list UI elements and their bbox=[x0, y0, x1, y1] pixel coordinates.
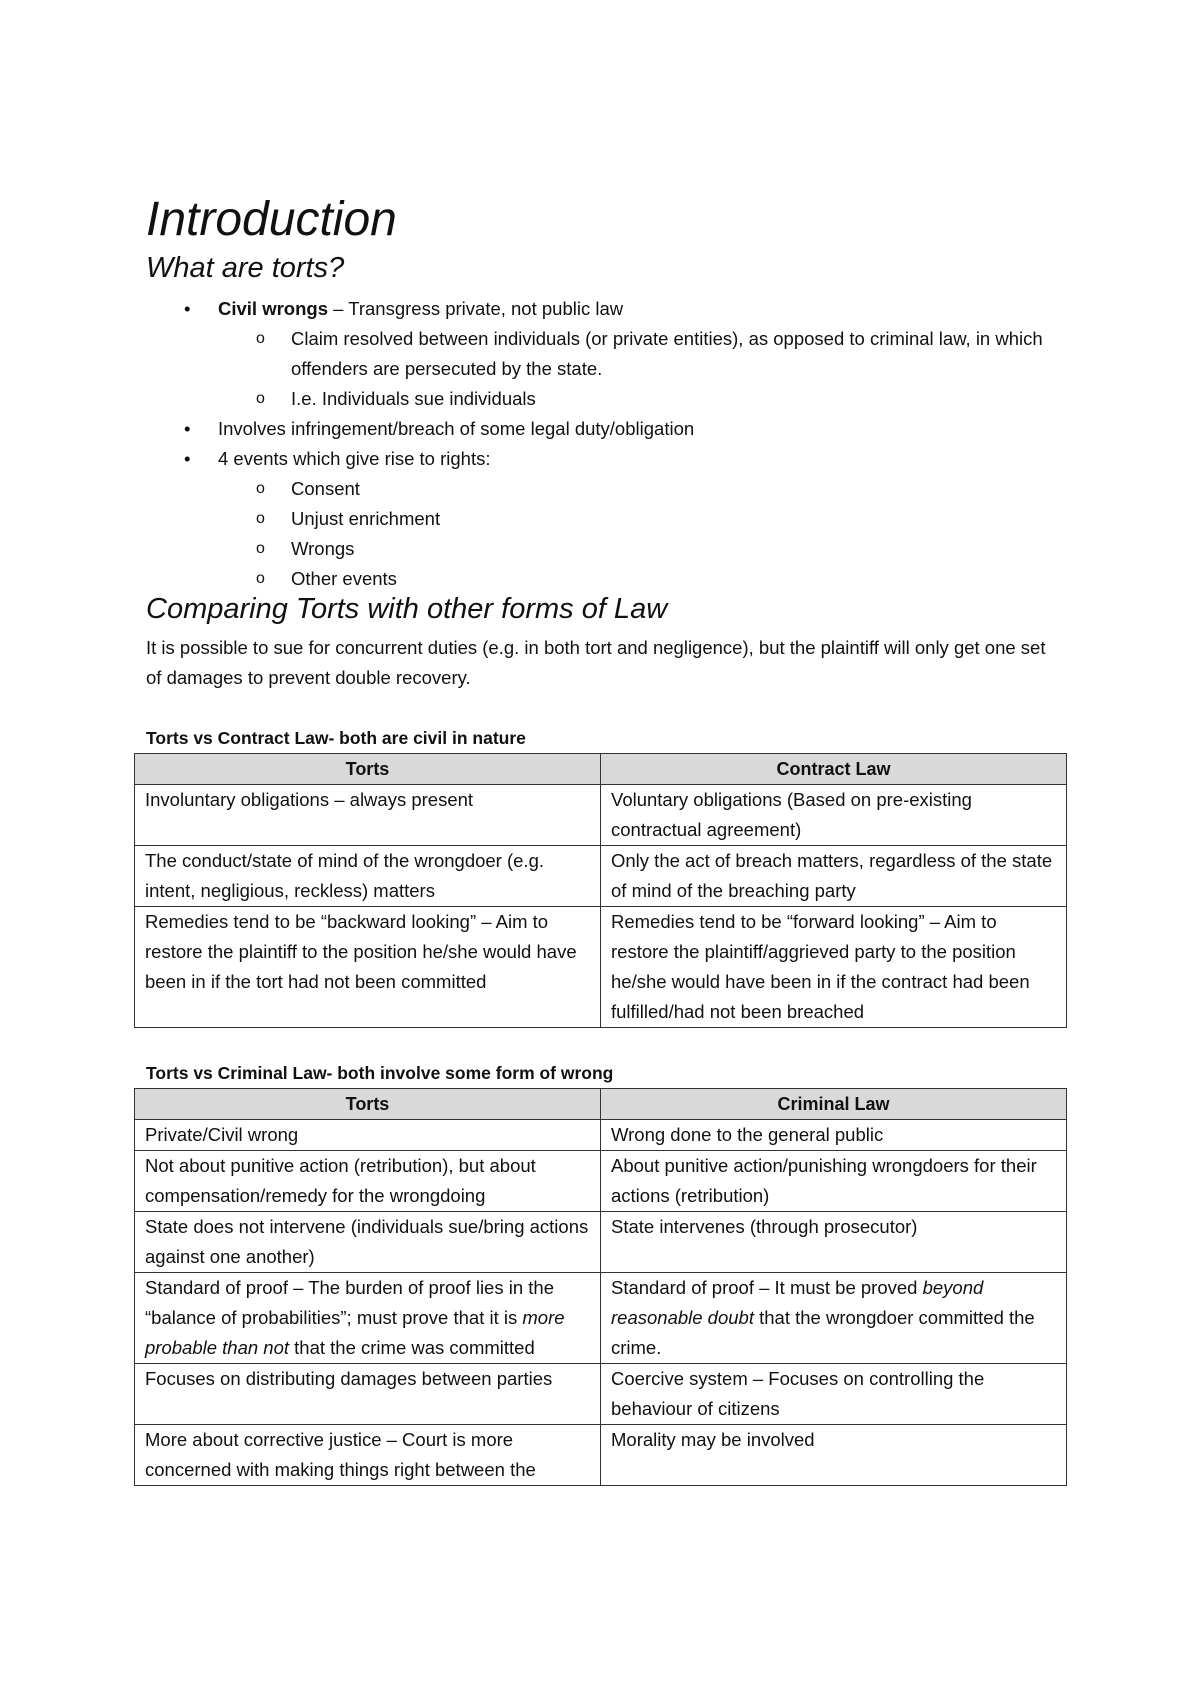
cell-emphasis: beyond reasonable doubt bbox=[611, 1277, 984, 1328]
table-row bbox=[135, 785, 1067, 846]
list-item bbox=[146, 294, 1066, 324]
table-cell: Involuntary obligations – always present bbox=[135, 785, 601, 846]
table-caption-criminal: Torts vs Criminal Law- both involve some form of wrong bbox=[146, 1063, 614, 1083]
list-item bbox=[146, 474, 1066, 504]
bullet-text: Involves infringement/breach of some legal duty/obligation bbox=[218, 418, 695, 439]
circle-bullet-icon: o bbox=[256, 510, 265, 527]
table-cell: Not about punitive action (retribution), but about compensation/remedy for the wrongdoing bbox=[135, 1151, 601, 1212]
circle-bullet-icon: o bbox=[256, 540, 265, 557]
list-item bbox=[146, 534, 1066, 564]
table-row bbox=[135, 846, 1067, 907]
circle-bullet-icon: o bbox=[256, 390, 265, 407]
list-item bbox=[146, 444, 1066, 474]
table-cell: Remedies tend to be “forward looking” – Aim to restore the plaintiff/aggrieved party to the position he/she would have been in if the contract had been fulfilled/had not been breached bbox=[601, 907, 1067, 1028]
table-cell: State intervenes (through prosecutor) bbox=[601, 1212, 1067, 1273]
document-page bbox=[145, 193, 1066, 1486]
bullet-icon: • bbox=[184, 448, 191, 469]
list-item bbox=[146, 504, 1066, 534]
civil-wrongs-text: – Transgress private, not public law bbox=[328, 298, 624, 319]
table-caption-contract: Torts vs Contract Law- both are civil in nature bbox=[146, 728, 526, 748]
table-cell: Private/Civil wrong bbox=[135, 1120, 601, 1151]
heading-comparing-torts: Comparing Torts with other forms of Law bbox=[146, 593, 668, 625]
event-text: Consent bbox=[291, 478, 360, 499]
column-header-torts: Torts bbox=[135, 754, 601, 785]
civil-wrongs-term: Civil wrongs bbox=[218, 298, 328, 319]
list-item bbox=[146, 384, 1066, 414]
column-header-torts: Torts bbox=[135, 1089, 601, 1120]
cell-text: Standard of proof – It must be proved bbox=[611, 1277, 923, 1298]
table-header-row bbox=[135, 1089, 1067, 1120]
list-item bbox=[146, 564, 1066, 594]
table-cell: Coercive system – Focuses on controlling the behaviour of citizens bbox=[601, 1364, 1067, 1425]
column-header-criminal: Criminal Law bbox=[601, 1089, 1067, 1120]
circle-bullet-icon: o bbox=[256, 480, 265, 497]
event-text: Unjust enrichment bbox=[291, 508, 441, 529]
cell-text: that the wrongdoer committed the crime. bbox=[611, 1307, 1035, 1358]
table-torts-vs-contract bbox=[134, 753, 1067, 1028]
table-row bbox=[135, 1364, 1067, 1425]
cell-text: Standard of proof – The burden of proof lies in the “balance of probabilities”; must prove that it is bbox=[145, 1277, 554, 1328]
table-row bbox=[135, 1273, 1067, 1364]
table-cell: Wrong done to the general public bbox=[601, 1120, 1067, 1151]
table-row bbox=[135, 1120, 1067, 1151]
table-torts-vs-criminal bbox=[134, 1088, 1067, 1486]
list-item bbox=[146, 324, 1066, 384]
circle-bullet-icon: o bbox=[256, 570, 265, 587]
table-row bbox=[135, 1425, 1067, 1486]
event-text: Wrongs bbox=[291, 538, 355, 559]
heading-introduction: Introduction bbox=[146, 193, 397, 246]
table-cell: Remedies tend to be “backward looking” – Aim to restore the plaintiff to the position he/she would have been in if the tort had not been committed bbox=[135, 907, 601, 1028]
table-header-row bbox=[135, 754, 1067, 785]
cell-emphasis: more probable than not bbox=[145, 1307, 565, 1358]
table-row bbox=[135, 1151, 1067, 1212]
event-text: Other events bbox=[291, 568, 397, 589]
table-cell: More about corrective justice – Court is more concerned with making things right between the bbox=[135, 1425, 601, 1486]
table-cell: About punitive action/punishing wrongdoers for their actions (retribution) bbox=[601, 1151, 1067, 1212]
table-cell-standard-of-proof-criminal bbox=[601, 1273, 1067, 1364]
bullet-icon: • bbox=[184, 418, 191, 439]
heading-what-are-torts: What are torts? bbox=[146, 252, 345, 284]
table-cell: Morality may be involved bbox=[601, 1425, 1067, 1486]
table-row bbox=[135, 907, 1067, 1028]
bullet-list-torts bbox=[146, 294, 1066, 594]
table-cell: Focuses on distributing damages between parties bbox=[135, 1364, 601, 1425]
table-cell-standard-of-proof-torts bbox=[135, 1273, 601, 1364]
table-cell: Voluntary obligations (Based on pre-existing contractual agreement) bbox=[601, 785, 1067, 846]
circle-bullet-icon: o bbox=[256, 330, 265, 347]
sub-item-text: I.e. Individuals sue individuals bbox=[291, 388, 536, 409]
intro-paragraph: It is possible to sue for concurrent duties (e.g. in both tort and negligence), but the plaintiff will only get one set of damages to prevent double recovery. bbox=[146, 637, 1046, 688]
table-cell: State does not intervene (individuals sue/bring actions against one another) bbox=[135, 1212, 601, 1273]
column-header-contract: Contract Law bbox=[601, 754, 1067, 785]
cell-text: that the crime was committed bbox=[289, 1337, 535, 1358]
bullet-text: 4 events which give rise to rights: bbox=[218, 448, 491, 469]
table-cell: The conduct/state of mind of the wrongdoer (e.g. intent, negligious, reckless) matters bbox=[135, 846, 601, 907]
bullet-icon: • bbox=[184, 298, 191, 319]
list-item bbox=[146, 414, 1066, 444]
table-row bbox=[135, 1212, 1067, 1273]
table-cell: Only the act of breach matters, regardless of the state of mind of the breaching party bbox=[601, 846, 1067, 907]
sub-item-text: Claim resolved between individuals (or private entities), as opposed to criminal law, in which offenders are persecuted by the state. bbox=[291, 328, 1043, 379]
